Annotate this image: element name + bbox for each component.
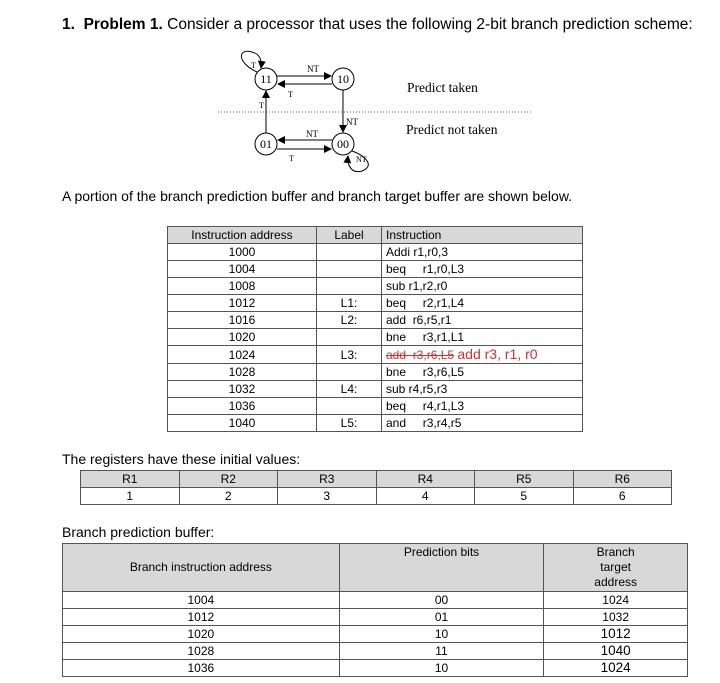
registers-values <box>81 488 672 505</box>
table-row <box>168 381 583 398</box>
instr-address: 1016 <box>168 312 317 329</box>
bpb-bits: 10 <box>339 660 544 677</box>
register-value: 5 <box>475 488 574 505</box>
edge-label: NT <box>306 129 318 139</box>
register-name: R4 <box>376 471 475 488</box>
instr-text: sub r4,r5,r3 <box>382 381 583 398</box>
instr-text-corrected <box>382 346 583 364</box>
bpb-bits: 01 <box>339 609 544 626</box>
registers-table <box>80 470 672 505</box>
bpb-target: 1024 <box>544 592 688 609</box>
registers-intro: The registers have these initial values: <box>62 451 301 467</box>
instr-text: beq r1,r0,L3 <box>382 261 583 278</box>
register-value: 6 <box>573 488 672 505</box>
col-header-label: Label <box>317 227 382 244</box>
instr-text: bne r3,r6,L5 <box>382 364 583 381</box>
bpb-address: 1036 <box>63 660 340 677</box>
bpb-address: 1004 <box>63 592 340 609</box>
instr-label <box>317 278 382 295</box>
table-row <box>168 329 583 346</box>
instr-address: 1012 <box>168 295 317 312</box>
table-row <box>168 415 583 432</box>
table-row <box>63 609 688 626</box>
state-label-11: 11 <box>260 72 272 86</box>
instr-label: L5: <box>317 415 382 432</box>
register-value: 4 <box>376 488 475 505</box>
bpb-target: 1024 <box>544 660 688 677</box>
struck-instruction: add r3,r6,L5 <box>386 348 455 362</box>
bpb-bits: 00 <box>339 592 544 609</box>
instr-text: add r6,r5,r1 <box>382 312 583 329</box>
problem-number: 1. <box>62 16 75 33</box>
instr-label: L3: <box>317 346 382 364</box>
instr-address: 1032 <box>168 381 317 398</box>
instr-text: Addi r1,r0,3 <box>382 244 583 261</box>
table-row <box>63 643 688 660</box>
edge-label: T <box>251 61 256 70</box>
register-name: R2 <box>179 471 278 488</box>
instr-address: 1024 <box>168 346 317 364</box>
edge-label: T <box>289 154 294 163</box>
instr-label <box>317 329 382 346</box>
col-header-instruction: Instruction <box>382 227 583 244</box>
instruction-table-header <box>168 227 583 244</box>
register-name: R3 <box>278 471 377 488</box>
col-header-address: Instruction address <box>168 227 317 244</box>
table-row <box>168 295 583 312</box>
register-value: 2 <box>179 488 278 505</box>
instr-address: 1040 <box>168 415 317 432</box>
register-name: R6 <box>573 471 672 488</box>
instr-label <box>317 261 382 278</box>
bpb-bits: 11 <box>339 643 544 660</box>
registers-header <box>81 471 672 488</box>
table-row <box>168 364 583 381</box>
table-row <box>168 261 583 278</box>
table-row <box>168 346 583 364</box>
instr-label: L2: <box>317 312 382 329</box>
table-row <box>168 312 583 329</box>
problem-text: Consider a processor that uses the following 2-bit branch prediction scheme: <box>167 16 693 33</box>
correction-note: add r3, r1, r0 <box>457 346 538 362</box>
branch-prediction-table <box>62 543 688 677</box>
edge-label: T <box>288 90 293 99</box>
instr-address: 1028 <box>168 364 317 381</box>
bpb-target: 1032 <box>544 609 688 626</box>
register-name: R5 <box>475 471 574 488</box>
edge-label: NT <box>346 117 358 127</box>
instr-address: 1020 <box>168 329 317 346</box>
table-row <box>168 244 583 261</box>
edge-label: NT <box>356 155 367 164</box>
instr-label <box>317 244 382 261</box>
table-row <box>168 278 583 295</box>
instr-label <box>317 364 382 381</box>
instr-text: and r3,r4,r5 <box>382 415 583 432</box>
predict-not-taken-label: Predict not taken <box>406 122 498 137</box>
predict-taken-label: Predict taken <box>407 80 478 95</box>
instr-label: L1: <box>317 295 382 312</box>
register-value: 1 <box>81 488 180 505</box>
instruction-table <box>167 226 583 432</box>
instr-address: 1008 <box>168 278 317 295</box>
table-row <box>63 592 688 609</box>
buffer-intro: A portion of the branch prediction buffer and branch target buffer are shown below. <box>62 188 573 204</box>
bpb-header <box>63 544 688 592</box>
bpb-bits: 10 <box>339 626 544 643</box>
state-label-01: 01 <box>260 137 272 151</box>
instr-label <box>317 398 382 415</box>
col-header-prediction-bits: Prediction bits <box>339 544 544 592</box>
instr-text: bne r3,r1,L1 <box>382 329 583 346</box>
state-label-00: 00 <box>337 137 349 151</box>
instr-address: 1000 <box>168 244 317 261</box>
bpb-title: Branch prediction buffer: <box>62 524 215 540</box>
register-name: R1 <box>81 471 180 488</box>
instr-address: 1036 <box>168 398 317 415</box>
edge-label: NT <box>307 64 319 74</box>
bpb-target: 1040 <box>544 643 688 660</box>
problem-label: Problem 1. <box>83 16 163 33</box>
table-row <box>63 660 688 677</box>
col-header-target-address: Branch target address <box>544 544 688 592</box>
instr-text: sub r1,r2,r0 <box>382 278 583 295</box>
instr-address: 1004 <box>168 261 317 278</box>
state-label-10: 10 <box>337 72 349 86</box>
instr-label: L4: <box>317 381 382 398</box>
instr-text: beq r4,r1,L3 <box>382 398 583 415</box>
register-value: 3 <box>278 488 377 505</box>
bpb-target: 1012 <box>544 626 688 643</box>
bpb-address: 1028 <box>63 643 340 660</box>
table-row <box>63 626 688 643</box>
bpb-address: 1012 <box>63 609 340 626</box>
table-row <box>168 398 583 415</box>
edge-label: T <box>259 101 264 110</box>
state-diagram <box>0 0 720 200</box>
instr-text: beq r2,r1,L4 <box>382 295 583 312</box>
col-header-branch-address: Branch instruction address <box>63 544 340 592</box>
bpb-address: 1020 <box>63 626 340 643</box>
